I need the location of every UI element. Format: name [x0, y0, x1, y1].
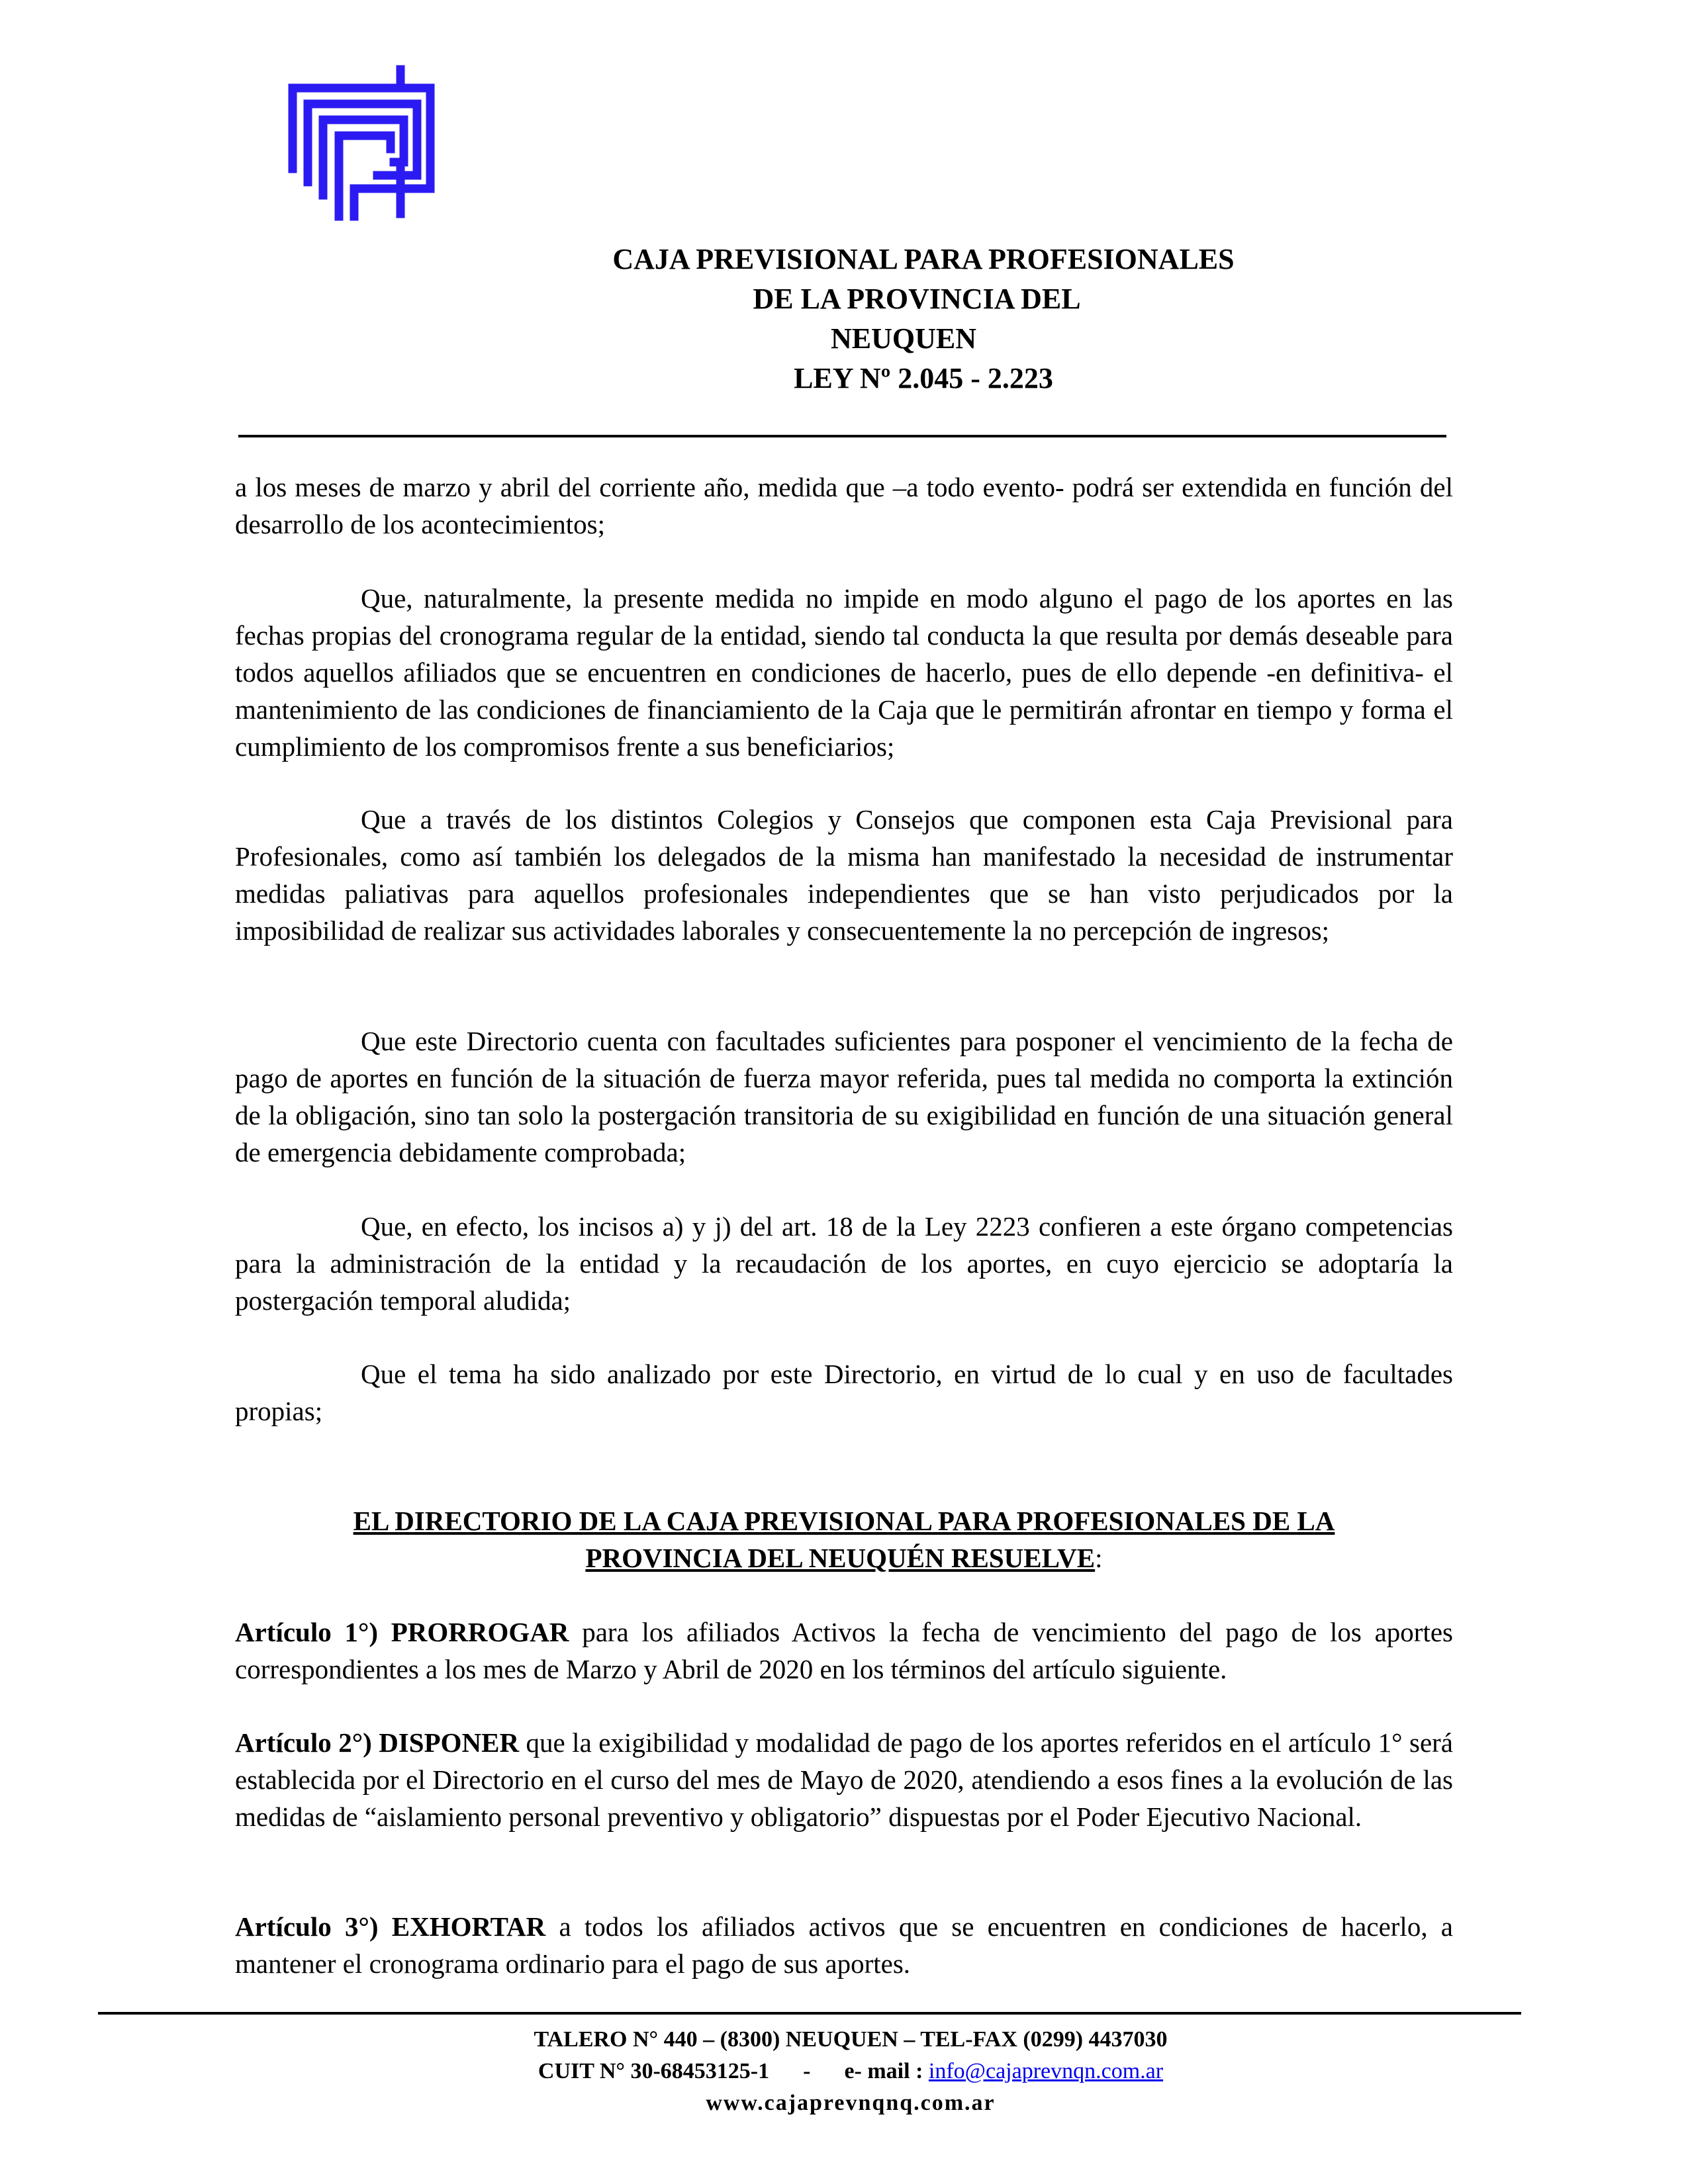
header-line-1: CAJA PREVISIONAL PARA PROFESIONALES [612, 243, 1235, 275]
resolves-line-1: EL DIRECTORIO DE LA CAJA PREVISIONAL PARA PROFESIONALES DE LA [353, 1506, 1335, 1536]
article-3-text: a todos los afiliados activos que se encuentren en condiciones de hacerlo, a mantener el cronograma ordinario para el pago de sus aportes. [235, 1911, 1454, 1979]
footer-address: TALERO N° 440 – (8300) NEUQUEN – TEL-FAX (0299) 4437030 [534, 2027, 1168, 2052]
paragraph-2: Que, naturalmente, la presente medida no impide en modo alguno el pago de los aportes en las fechas propias del cronograma regular de la entidad, siendo tal conducta la que resulta por demás deseable para todos aquellos afiliados que se encuentren en condiciones de hacerlo, pues de ello depende -en definitiva- el mantenimiento de las condiciones de financiamiento de la Caja que le permitirán afrontar en tiempo y forma el cumplimiento de los compromisos frente a sus beneficiarios; [235, 583, 1453, 762]
paragraph-4: Que este Directorio cuenta con facultades suficientes para posponer el vencimiento de la fecha de pago de aportes en función de la situación de fuerza mayor referida, pues tal medida no comporta la extinción de la obligación, sino tan solo la postergación transitoria de su exigibilidad en función de una situación general de emergencia debidamente comprobada; [235, 1026, 1453, 1167]
institution-logo [285, 63, 444, 222]
footer-cuit: CUIT N° 30-68453125-1 - e- mail : [538, 2059, 929, 2083]
paragraph-6: Que el tema ha sido analizado por este Directorio, en virtud de lo cual y en uso de facultades propias; [235, 1359, 1453, 1426]
resolves-heading [235, 1502, 1453, 1576]
article-3-lead: Artículo 3°) EXHORTAR [235, 1911, 546, 1942]
article-1 [235, 1614, 1453, 1688]
header-line-3: NEUQUEN [830, 322, 977, 355]
footer-rule [98, 2012, 1521, 2015]
paragraph-5: Que, en efecto, los incisos a) y j) del art. 18 de la Ley 2223 confieren a este órgano competencias para la administración de la entidad y la recaudación de los aportes, en cuyo ejercicio se adoptaría la postergación temporal aludida; [235, 1211, 1453, 1316]
article-2 [235, 1724, 1453, 1835]
resolves-colon: : [1095, 1543, 1103, 1573]
article-1-lead: Artículo 1°) PRORROGAR [235, 1617, 569, 1647]
paragraph-3: Que a través de los distintos Colegios y Consejos que componen esta Caja Previsional para Profesionales, como así también los delegados de la misma han manifestado la necesidad de instrumentar medidas paliativas para aquellos profesionales independientes que se han visto perjudicados por la imposibilidad de realizar sus actividades laborales y consecuentemente la no percepción de ingresos; [235, 804, 1453, 946]
resolves-line-2: PROVINCIA DEL NEUQUÉN RESUELVE [585, 1543, 1096, 1573]
article-1-text: para los afiliados Activos la fecha de vencimiento del pago de los aportes correspondientes a los mes de Marzo y Abril de 2020 en los términos del artículo siguiente. [235, 1617, 1453, 1684]
header-line-2: DE LA PROVINCIA DEL [753, 283, 1081, 315]
paragraph-1: a los meses de marzo y abril del corriente año, medida que –a todo evento- podrá ser extendida en función del desarrollo de los acontecimientos; [235, 472, 1453, 539]
header-rule [238, 435, 1446, 437]
article-2-text: que la exigibilidad y modalidad de pago de los aportes referidos en el artículo 1° será establecida por el Directorio en el curso del mes de Mayo de 2020, atendiendo a esos fines a la evolución de las medidas de “aislamiento personal preventivo y obligatorio” dispuestas por el Poder Ejecutivo Nacional. [235, 1727, 1453, 1832]
article-3 [235, 1908, 1453, 1982]
footer-website[interactable]: www.cajaprevnqnq.com.ar [706, 2091, 996, 2115]
header-line-4: LEY Nº 2.045 - 2.223 [794, 362, 1053, 394]
article-2-lead: Artículo 2°) DISPONER [235, 1727, 520, 1758]
footer-email-link[interactable]: info@cajaprevnqn.com.ar [928, 2059, 1164, 2083]
footer-cuit-email [7, 2057, 1688, 2086]
